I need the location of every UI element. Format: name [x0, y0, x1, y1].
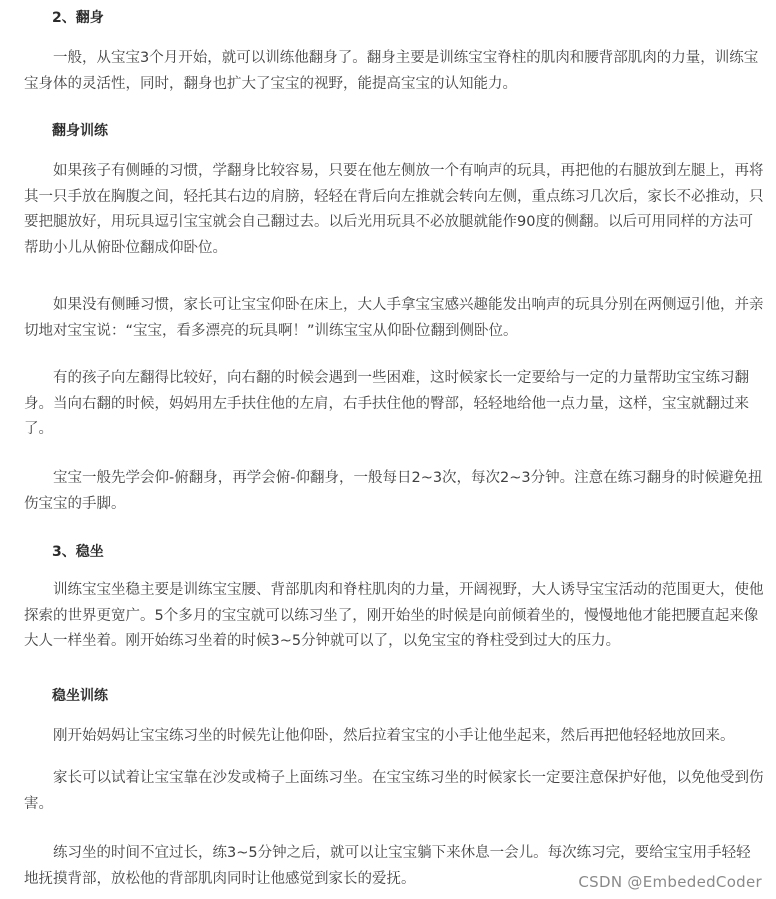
- paragraph-side-sleep: 如果孩子有侧睡的习惯，学翻身比较容易，只要在他左侧放一个有响声的玩具，再把他的右腿放到左腿上，再将其一只手放在胸腹之间，轻托其右边的肩膀，轻轻在背后向左推就会转向左侧，重点练习几次后，家长不必推动，只要把腿放好，用玩具逗引宝宝就会自己翻过去。以后光用玩具不必放腿就能作90度的侧翻。以后可用同样的方法可帮助小儿从俯卧位翻成仰卧位。: [24, 163, 764, 256]
- paragraph-no-side-sleep: 如果没有侧睡习惯，家长可让宝宝仰卧在床上，大人手拿宝宝感兴趣能发出响声的玩具分别在两侧逗引他，并亲切地对宝宝说：“宝宝，看多漂亮的玩具啊！”训练宝宝从仰卧位翻到侧卧位。: [24, 297, 764, 339]
- paragraph-sitting-sofa: 家长可以试着让宝宝靠在沙发或椅子上面练习坐。在宝宝练习坐的时候家长一定要注意保护好他，以免他受到伤害。: [24, 770, 764, 812]
- paragraph-turn-over-intro: 一般，从宝宝3个月开始，就可以训练他翻身了。翻身主要是训练宝宝脊柱的肌肉和腰背部肌肉的力量，训练宝宝身体的灵活性，同时，翻身也扩大了宝宝的视野，能提高宝宝的认知能力。: [24, 50, 759, 92]
- paragraph-sitting-duration: 练习坐的时间不宜过长，练3~5分钟之后，就可以让宝宝躺下来休息一会儿。每次练习完，要给宝宝用手轻轻地抚摸背部，放松他的背部肌肉同时让他感觉到家长的爱抚。: [24, 845, 751, 887]
- paragraph-turn-frequency: 宝宝一般先学会仰-俯翻身，再学会俯-仰翻身，一般每日2~3次，每次2~3分钟。注意在练习翻身的时候避免扭伤宝宝的手脚。: [24, 470, 763, 512]
- section-heading-turn-over: 2、翻身: [52, 10, 104, 26]
- section-heading-sitting: 3、稳坐: [52, 544, 104, 560]
- paragraph-left-right-turn: 有的孩子向左翻得比较好，向右翻的时候会遇到一些困难，这时候家长一定要给与一定的力量帮助宝宝练习翻身。当向右翻的时候，妈妈用左手扶住他的左肩，右手扶住他的臀部，轻轻地给他一点力量，这样，宝宝就翻过来了。: [24, 370, 749, 437]
- subheading-turn-over-training: 翻身训练: [52, 123, 108, 139]
- paragraph-sitting-start: 刚开始妈妈让宝宝练习坐的时候先让他仰卧，然后拉着宝宝的小手让他坐起来，然后再把他轻轻地放回来。: [53, 728, 735, 744]
- paragraph-sitting-intro: 训练宝宝坐稳主要是训练宝宝腰、背部肌肉和脊柱肌肉的力量，开阔视野，大人诱导宝宝活动的范围更大，使他探索的世界更宽广。5个多月的宝宝就可以练习坐了，刚开始坐的时候是向前倾着坐的，慢慢地他才能把腰直起来像大人一样坐着。刚开始练习坐着的时候3~5分钟就可以了，以免宝宝的脊柱受到过大的压力。: [24, 582, 764, 649]
- csdn-watermark: CSDN @EmbededCoder: [578, 873, 762, 891]
- subheading-sitting-training: 稳坐训练: [52, 688, 108, 704]
